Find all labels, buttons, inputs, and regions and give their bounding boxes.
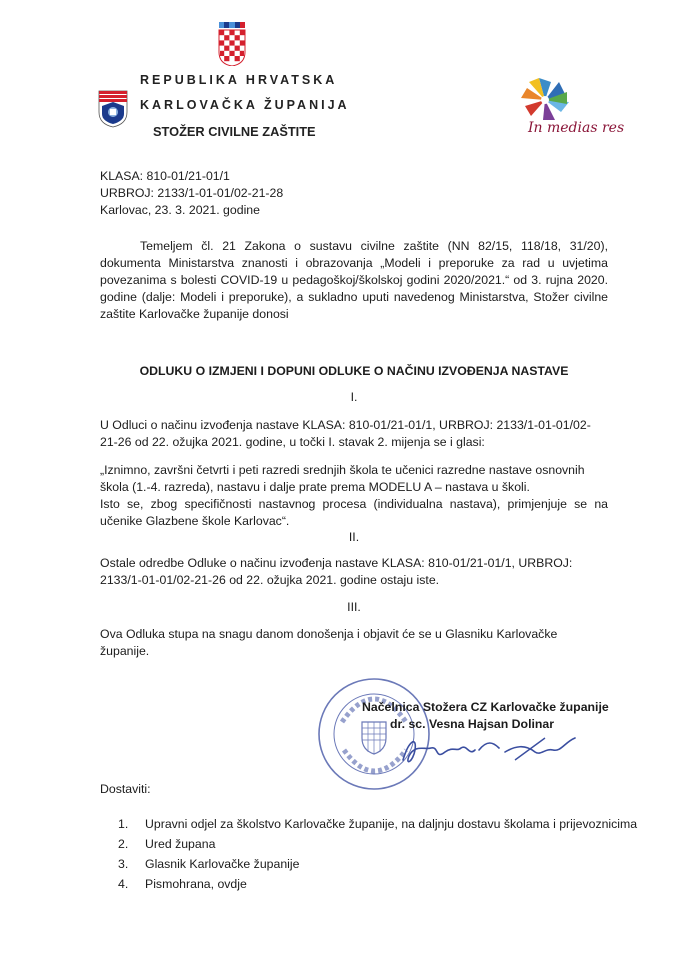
croatia-coat-of-arms-icon xyxy=(217,22,247,66)
decision-title: ODLUKU O IZMJENI I DOPUNI ODLUKE O NAČINU IZVOĐENJA NASTAVE xyxy=(139,364,569,378)
handwritten-signature xyxy=(395,730,580,770)
document-meta xyxy=(100,168,283,219)
list-item: 4. Pismohrana, ovdje xyxy=(118,877,247,891)
section-1-number: I. xyxy=(350,390,358,404)
signatory-title: Načelnica Stožera CZ Karlovačke županije xyxy=(362,700,609,714)
signatory-name: dr. sc. Vesna Hajsan Dolinar xyxy=(390,717,555,731)
urbroj: URBROJ: 2133/1-01-01/02-21-28 xyxy=(100,186,284,200)
section-2-paragraph: Ostale odredbe Odluke o načinu izvođenja nastave KLASA: 810-01/21-01/1, URBROJ: 2133/1-01-01/02-21-26 od 22. ožujka 2021. godine ostaju iste. xyxy=(100,556,573,587)
section-1-paragraph: U Odluci o načinu izvođenja nastave KLASA: 810-01/21-01/1, URBROJ: 2133/1-01-01/02-21-26 od 22. ožujka 2021. godine, u točki I. stavak 2. mijenja se i glasi: xyxy=(100,418,591,449)
intro-paragraph: Temeljem čl. 21 Zakona o sustavu civilne zaštite (NN 82/15, 118/18, 31/20), dokumenta Ministarstva znanosti i obrazovanja „Modeli i preporuke za rad u uvjetima povezanima s bolesti COVID-19 u pedagoškoj/školskoj godini 2020/2021.“ od 3. rujna 2020. godine (dalje: Modeli i preporuke), a sukladno uputi navedenog Ministarstva, Stožer civilne zaštite Karlovačke županije donosi xyxy=(100,239,608,321)
section-1-quote: „Iznimno, završni četvrti i peti razredi srednjih škola te učenici razredne nastave osnovnih škola (1.-4. razreda), nastavu i dalje prate prema MODELU A – nastava u školi. xyxy=(100,463,585,494)
section-3-paragraph: Ova Odluka stupa na snagu danom donošenja i objavit će se u Glasniku Karlovačke županije. xyxy=(100,627,558,658)
office-name: STOŽER CIVILNE ZAŠTITE xyxy=(153,124,316,139)
county-name: KARLOVAČKA ŽUPANIJA xyxy=(140,98,350,112)
logo-text: In medias res xyxy=(528,120,625,136)
list-item: 1. Upravni odjel za školstvo Karlovačke županije, na daljnju dostavu školama i prijevoznicima xyxy=(118,817,638,831)
section-2-number: II. xyxy=(348,530,360,544)
list-item: 3. Glasnik Karlovačke županije xyxy=(118,857,300,871)
section-3-number: III. xyxy=(347,600,361,614)
list-item: 2. Ured župana xyxy=(118,837,216,851)
place-date: Karlovac, 23. 3. 2021. godine xyxy=(100,203,260,217)
section-1-quote-cont: Isto se, zbog specifičnosti nastavnog procesa (individualna nastava), primjenjuje se na učenike Glazbene škole Karlovac“. xyxy=(100,497,608,528)
klasa: KLASA: 810-01/21-01/1 xyxy=(100,169,230,183)
recipient-list xyxy=(118,817,638,897)
in-medias-res-logo xyxy=(510,70,635,150)
country-name: REPUBLIKA HRVATSKA xyxy=(140,73,338,87)
karlovac-county-coat-of-arms-icon xyxy=(98,90,128,128)
dostaviti-label: Dostaviti: xyxy=(100,782,151,796)
